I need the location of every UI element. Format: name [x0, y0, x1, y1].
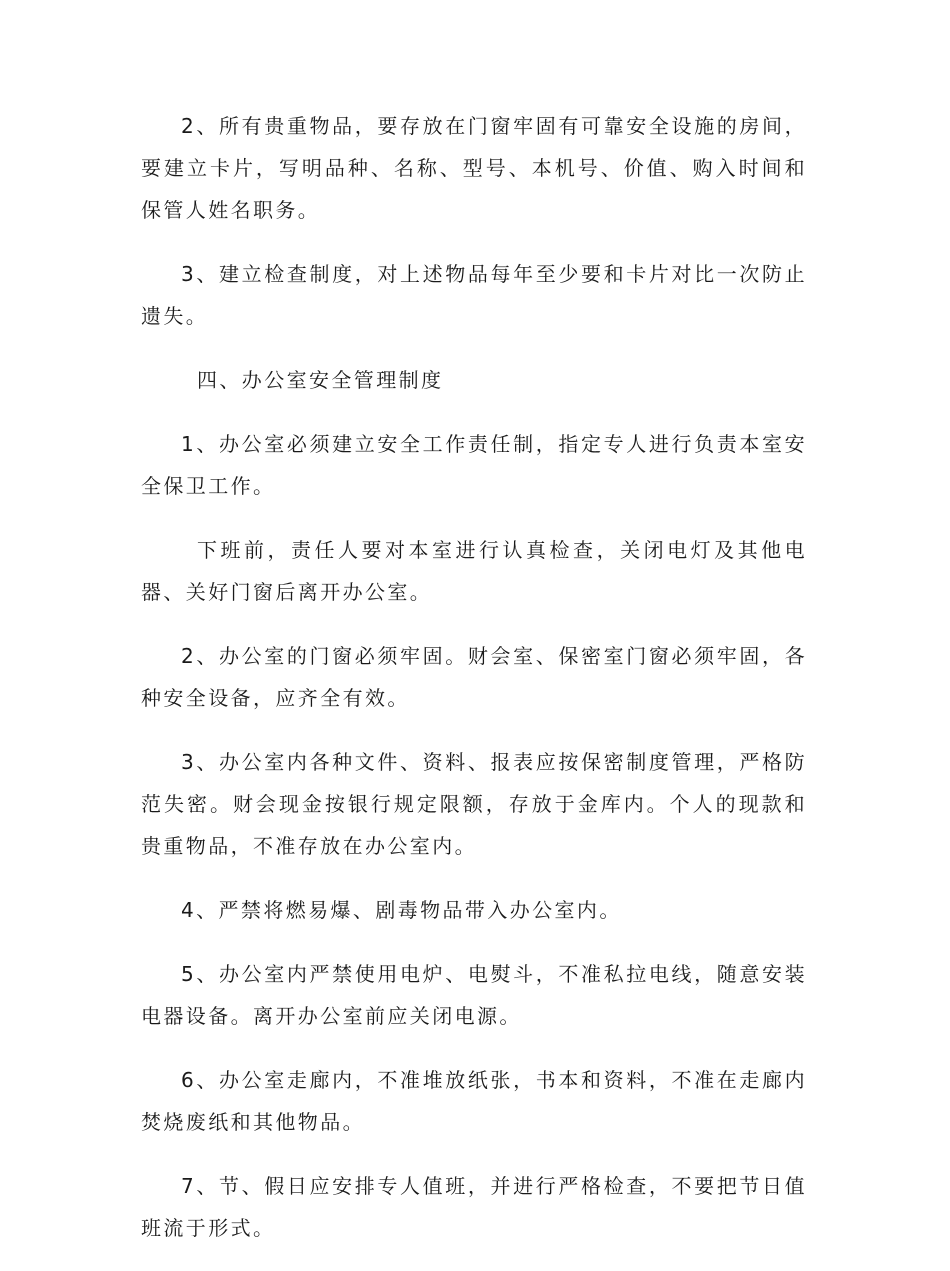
paragraph-responsibility-system: 1、办公室必须建立安全工作责任制，指定专人进行负责本室安全保卫工作。: [141, 432, 807, 498]
section-heading-office-safety: 四、办公室安全管理制度: [197, 368, 444, 392]
paragraph-inspection-system: 3、建立检查制度，对上述物品每年至少要和卡片对比一次防止遗失。: [141, 262, 807, 328]
paragraph-electrical-safety: 5、办公室内严禁使用电炉、电熨斗，不准私拉电线，随意安装电器设备。离开办公室前应关闭电源。: [141, 962, 807, 1028]
paragraph-holiday-duty: 7、节、假日应安排专人值班，并进行严格检查，不要把节日值班流于形式。: [141, 1174, 807, 1240]
paragraph-before-leaving: 下班前，责任人要对本室进行认真检查，关闭电灯及其他电器、关好门窗后离开办公室。: [141, 538, 807, 604]
paragraph-corridor-rules: 6、办公室走廊内，不准堆放纸张，书本和资料，不准在走廊内焚烧废纸和其他物品。: [141, 1068, 807, 1134]
paragraph-hazardous-items: 4、严禁将燃易爆、剧毒物品带入办公室内。: [181, 898, 622, 922]
document-body: [141, 105, 807, 1271]
paragraph-documents-confidentiality: 3、办公室内各种文件、资料、报表应按保密制度管理，严格防范失密。财会现金按银行规定限额，存放于金库内。个人的现款和贵重物品，不准存放在办公室内。: [141, 750, 807, 858]
paragraph-doors-windows: 2、办公室的门窗必须牢固。财会室、保密室门窗必须牢固，各种安全设备，应齐全有效。: [141, 644, 807, 710]
paragraph-valuables-storage: 2、所有贵重物品，要存放在门窗牢固有可靠安全设施的房间，要建立卡片，写明品种、名称、型号、本机号、价值、购入时间和保管人姓名职务。: [141, 114, 807, 222]
